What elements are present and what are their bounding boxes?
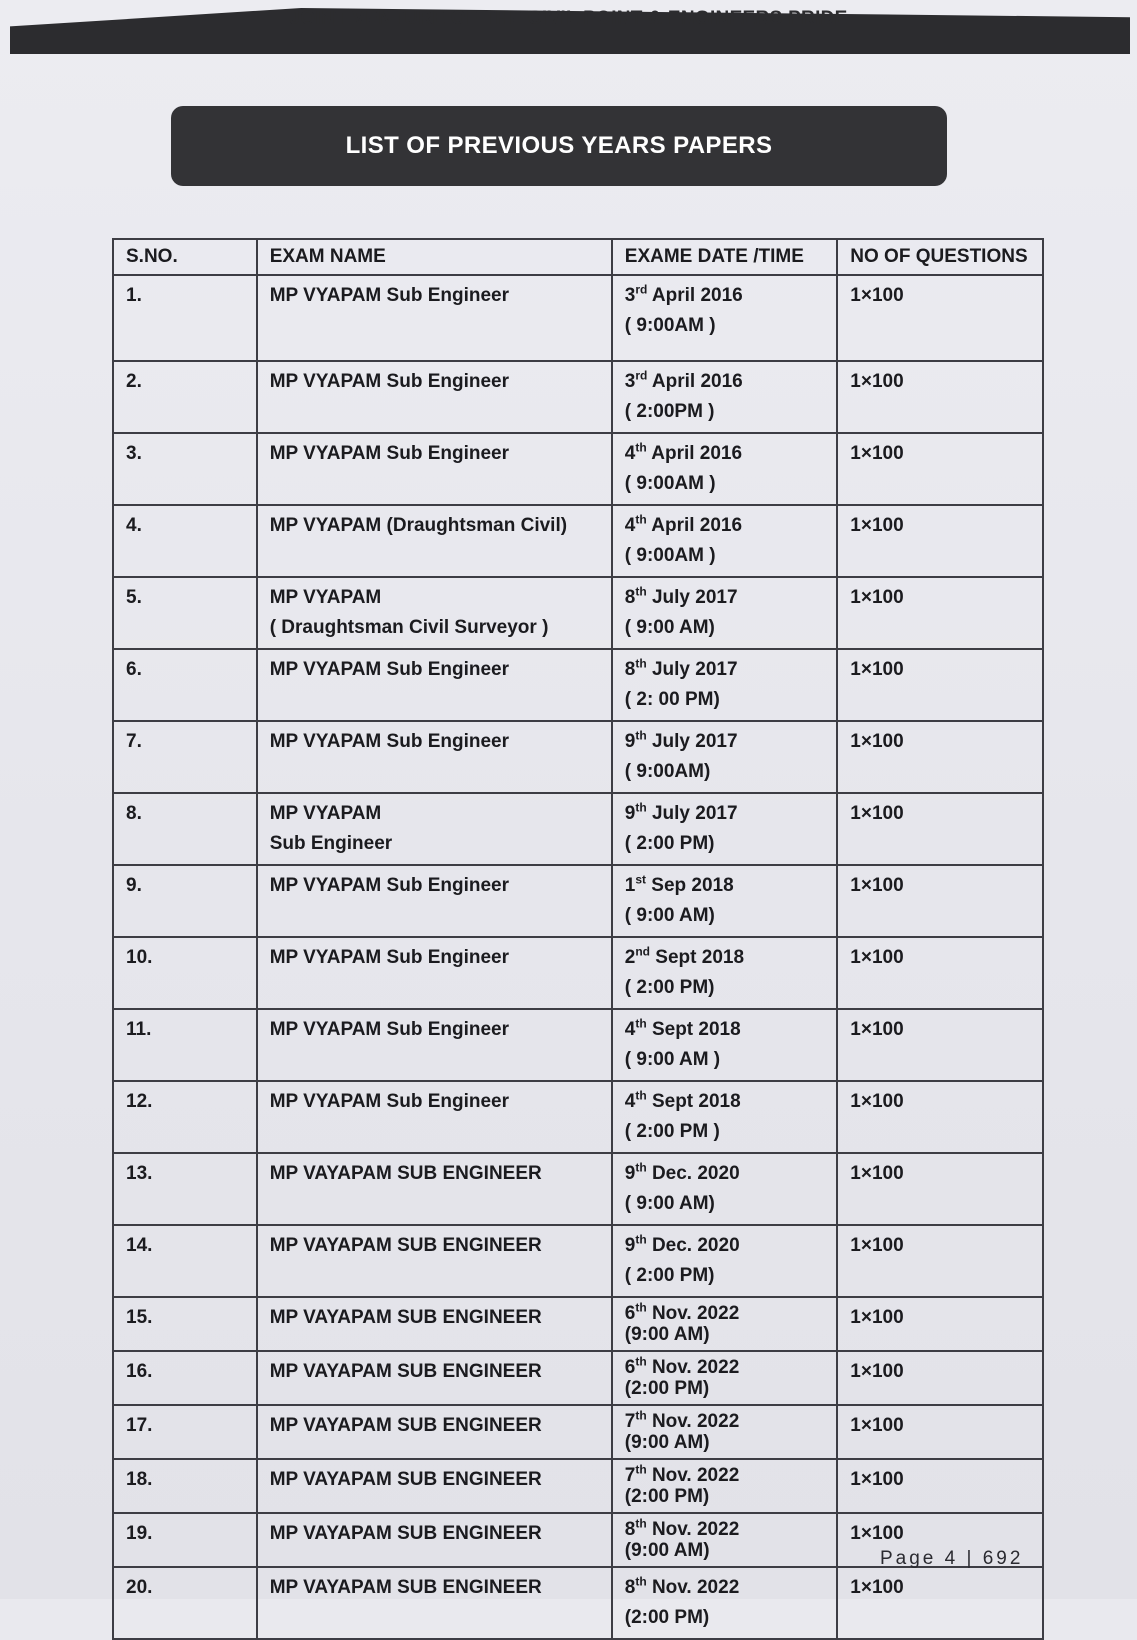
cell-exam-name [257,577,612,649]
table-row [113,1081,1043,1153]
exam-date-month-year: April 2016 [646,515,743,536]
cell-date-time [612,793,838,865]
exam-date-suffix: th [635,1300,647,1315]
exam-date-day: 4 [624,1091,636,1112]
exam-name-line: MP VAYAPAM SUB ENGINEER [269,1415,542,1436]
exam-name-line: ( Draughtsman Civil Surveyor ) [269,617,549,638]
exam-name-line: MP VYAPAM Sub Engineer [269,371,509,392]
exam-date [625,1231,825,1261]
exam-date-day: 1 [624,875,636,896]
exam-time: ( 9:00 AM) [624,617,715,638]
cell-sno: 14. [113,1225,257,1297]
exam-date [625,281,825,311]
cell-date-time [612,1153,838,1225]
cell-exam-name [257,1081,612,1153]
table-row [113,649,1043,721]
exam-date-suffix: th [635,440,647,455]
cell-exam-name [257,505,612,577]
exam-date [625,511,825,541]
exam-date-day: 3 [624,371,636,392]
exam-date-month-year: Sep 2018 [646,875,734,896]
exam-date-suffix: th [635,1462,647,1477]
exam-time: ( 9:00AM ) [624,473,716,494]
cell-exam-name [257,649,612,721]
exam-name-line: MP VAYAPAM SUB ENGINEER [269,1235,542,1256]
exam-date-suffix: th [635,1232,647,1247]
cell-questions: 1×100 [837,577,1043,649]
column-header-questions: NO OF QUESTIONS [837,239,1043,275]
papers-table [112,238,1044,1640]
exam-date [625,1159,825,1189]
exam-date [625,1015,825,1045]
exam-date-suffix: st [635,872,647,887]
cell-sno: 1. [113,275,257,361]
exam-date-day: 9 [624,731,636,752]
cell-exam-name [257,1567,612,1639]
cell-sno: 7. [113,721,257,793]
cell-questions: 1×100 [837,1351,1043,1405]
cell-exam-name [257,937,612,1009]
cell-questions: 1×100 [837,1225,1043,1297]
exam-date-day: 4 [624,443,636,464]
exam-date-suffix: th [635,1088,647,1103]
exam-date-month-year: July 2017 [646,659,738,680]
exam-time: ( 2:00 PM) [624,1265,715,1286]
exam-date [625,439,825,469]
exam-date [624,1408,825,1432]
exam-date-month-year: Sept 2018 [650,947,745,968]
exam-name-line: MP VYAPAM Sub Engineer [269,443,509,464]
exam-date [625,655,825,685]
cell-exam-name [257,721,612,793]
exam-date-month-year: July 2017 [646,731,738,752]
exam-date-month-year: Sept 2018 [646,1091,741,1112]
exam-name-line: MP VAYAPAM SUB ENGINEER [269,1577,542,1598]
exam-date-suffix: th [635,1516,647,1531]
cell-questions: 1×100 [837,865,1043,937]
cell-questions: 1×100 [837,1009,1043,1081]
exam-date-suffix: th [635,1574,647,1589]
exam-name-line: MP VYAPAM [269,587,382,608]
cell-sno: 20. [113,1567,257,1639]
exam-date-suffix: th [635,656,647,671]
cell-questions: 1×100 [837,937,1043,1009]
cell-exam-name [257,275,612,361]
exam-name-line: MP VAYAPAM SUB ENGINEER [269,1361,542,1382]
exam-name-line: MP VYAPAM Sub Engineer [269,659,509,680]
cell-exam-name [257,1513,612,1567]
exam-time: ( 2: 00 PM) [624,689,720,710]
exam-name-line: MP VAYAPAM SUB ENGINEER [269,1307,542,1328]
exam-date-month-year: Nov. 2022 [646,1411,740,1432]
cell-questions: 1×100 [837,649,1043,721]
exam-time: (2:00 PM) [624,1486,710,1507]
cell-sno: 5. [113,577,257,649]
cell-date-time [612,1405,838,1459]
exam-date-month-year: Sept 2018 [646,1019,741,1040]
cell-sno: 10. [113,937,257,1009]
exam-date-suffix: th [635,1016,647,1031]
exam-name-line: MP VYAPAM (Draughtsman Civil) [269,515,568,536]
cell-questions: 1×100 [837,1153,1043,1225]
cell-sno: 2. [113,361,257,433]
cell-sno: 3. [113,433,257,505]
cell-date-time [612,937,838,1009]
exam-date [624,1354,825,1378]
cell-sno: 17. [113,1405,257,1459]
exam-date-month-year: Nov. 2022 [646,1465,740,1486]
table-row [113,1225,1043,1297]
title-bar [171,106,947,186]
cell-questions: 1×100 [837,275,1043,361]
cell-sno: 16. [113,1351,257,1405]
cell-questions: 1×100 [837,433,1043,505]
exam-name-line: MP VYAPAM Sub Engineer [269,1019,509,1040]
cell-exam-name [257,1009,612,1081]
exam-time: (2:00 PM) [624,1378,710,1399]
cell-exam-name [257,1297,612,1351]
cell-date-time [612,1513,838,1567]
table-row [113,505,1043,577]
exam-date-day: 6 [624,1303,636,1324]
table-row [113,433,1043,505]
exam-date-suffix: rd [635,282,648,297]
table-row [113,275,1043,361]
exam-name-line: MP VYAPAM Sub Engineer [269,875,509,896]
cell-questions: 1×100 [837,1459,1043,1513]
exam-time: (2:00 PM) [624,1607,710,1628]
cell-sno: 15. [113,1297,257,1351]
exam-date-month-year: Nov. 2022 [646,1303,740,1324]
exam-time: ( 2:00PM ) [624,401,715,422]
exam-time: ( 9:00 AM) [624,1193,715,1214]
cell-questions: 1×100 [837,1081,1043,1153]
exam-name-line: Sub Engineer [269,833,393,854]
table-row [113,577,1043,649]
table-body [113,275,1043,1639]
table-row [113,1153,1043,1225]
exam-date-month-year: July 2017 [646,587,738,608]
cell-questions: 1×100 [837,1297,1043,1351]
column-header-sno: S.NO. [113,239,257,275]
exam-time: ( 2:00 PM) [624,977,715,998]
cell-sno: 8. [113,793,257,865]
table-row [113,721,1043,793]
exam-date-suffix: th [635,1408,647,1423]
cell-date-time [612,1225,838,1297]
page-title: LIST OF PREVIOUS YEARS PAPERS [345,132,773,159]
exam-name-line: MP VYAPAM Sub Engineer [269,285,509,306]
cell-date-time [612,721,838,793]
cell-sno: 19. [113,1513,257,1567]
table-row [113,793,1043,865]
cell-exam-name [257,793,612,865]
cell-sno: 13. [113,1153,257,1225]
exam-date-day: 6 [624,1357,636,1378]
table-row [113,1567,1043,1639]
column-header-date-time: EXAME DATE /TIME [612,239,838,275]
cell-questions: 1×100 [837,361,1043,433]
table-row [113,937,1043,1009]
cell-sno: 18. [113,1459,257,1513]
exam-date-month-year: Nov. 2022 [646,1577,740,1598]
exam-date [625,727,825,757]
exam-date-day: 8 [624,1577,636,1598]
exam-date [624,1462,825,1486]
exam-name-line: MP VYAPAM Sub Engineer [269,1091,509,1112]
exam-time: ( 9:00 AM ) [624,1049,721,1070]
exam-date [625,871,825,901]
cell-date-time [612,1351,838,1405]
cell-date-time [612,433,838,505]
table-row [113,1297,1043,1351]
exam-date [624,1300,825,1324]
cell-date-time [612,361,838,433]
exam-date-day: 8 [624,659,636,680]
cell-date-time [612,1081,838,1153]
exam-date-month-year: April 2016 [647,285,743,306]
exam-name-line: MP VYAPAM [269,803,382,824]
cell-exam-name [257,1225,612,1297]
cell-date-time [612,505,838,577]
exam-name-line: MP VAYAPAM SUB ENGINEER [269,1163,542,1184]
exam-date-suffix: nd [635,944,651,959]
cell-exam-name [257,865,612,937]
exam-date-month-year: April 2016 [646,443,743,464]
table-row [113,361,1043,433]
cell-exam-name [257,1459,612,1513]
cell-date-time [612,1567,838,1639]
table-row [113,865,1043,937]
cell-date-time [612,1009,838,1081]
exam-date [625,1087,825,1117]
exam-date-month-year: April 2016 [647,371,743,392]
cell-sno: 6. [113,649,257,721]
table-header-row [113,239,1043,275]
cell-date-time [612,1459,838,1513]
exam-date-suffix: th [635,1160,647,1175]
exam-date-suffix: th [635,728,647,743]
exam-date [625,799,825,829]
exam-date-day: 8 [624,587,636,608]
exam-time: ( 2:00 PM) [624,833,715,854]
exam-date-day: 4 [624,515,636,536]
exam-date-day: 7 [624,1411,636,1432]
cell-questions: 1×100 [837,505,1043,577]
cell-sno: 4. [113,505,257,577]
table-row [113,1351,1043,1405]
exam-date-suffix: th [635,512,647,527]
exam-date-day: 2 [624,947,636,968]
cell-date-time [612,577,838,649]
exam-name-line: MP VAYAPAM SUB ENGINEER [269,1469,542,1490]
exam-date-month-year: Nov. 2022 [646,1357,740,1378]
exam-date-suffix: th [635,1354,647,1369]
cell-questions: 1×100 [837,793,1043,865]
exam-time: (9:00 AM) [624,1540,710,1561]
exam-time: (9:00 AM) [624,1432,710,1453]
exam-date-day: 4 [624,1019,636,1040]
exam-date-month-year: July 2017 [646,803,738,824]
exam-time: ( 9:00 AM) [624,905,715,926]
table-row [113,1009,1043,1081]
exam-date [625,583,825,613]
cell-date-time [612,1297,838,1351]
cell-date-time [612,865,838,937]
page-number: Page 4 | 692 [880,1548,1024,1569]
exam-time: ( 9:00AM) [624,761,711,782]
exam-name-line: MP VYAPAM Sub Engineer [269,947,509,968]
cell-sno: 9. [113,865,257,937]
exam-date-day: 8 [624,1519,636,1540]
exam-time: ( 9:00AM ) [624,545,716,566]
cell-date-time [612,275,838,361]
exam-date-day: 3 [624,285,636,306]
exam-time: (9:00 AM) [624,1324,710,1345]
exam-date-month-year: Dec. 2020 [646,1235,740,1256]
exam-date-suffix: rd [635,368,648,383]
cell-exam-name [257,1153,612,1225]
exam-date-day: 9 [624,1163,636,1184]
cell-questions: 1×100 [837,1405,1043,1459]
exam-date-month-year: Dec. 2020 [646,1163,740,1184]
cell-exam-name [257,361,612,433]
exam-date-suffix: th [635,584,647,599]
exam-date-suffix: th [635,800,647,815]
cell-exam-name [257,1405,612,1459]
cell-questions: 1×100 [837,1513,1043,1567]
exam-date-day: 9 [624,1235,636,1256]
exam-date-day: 9 [624,803,636,824]
table-row [113,1405,1043,1459]
cell-questions: 1×100 [837,1567,1043,1639]
exam-date-day: 7 [624,1465,636,1486]
exam-time: ( 9:00AM ) [624,315,716,336]
cell-sno: 12. [113,1081,257,1153]
exam-date [625,367,825,397]
exam-date [625,943,825,973]
cell-date-time [612,649,838,721]
cell-exam-name [257,1351,612,1405]
exam-name-line: MP VAYAPAM SUB ENGINEER [269,1523,542,1544]
cell-exam-name [257,433,612,505]
table-row [113,1459,1043,1513]
cell-questions: 1×100 [837,721,1043,793]
header-banner-text: JOINT VENTURE OF THE CIVIL POINT & ENGINEERS PRIDE [289,8,848,29]
cell-sno: 11. [113,1009,257,1081]
column-header-exam-name: EXAM NAME [257,239,612,275]
exam-name-line: MP VYAPAM Sub Engineer [269,731,509,752]
exam-date [624,1516,825,1540]
exam-time: ( 2:00 PM ) [624,1121,720,1142]
exam-date-month-year: Nov. 2022 [646,1519,740,1540]
